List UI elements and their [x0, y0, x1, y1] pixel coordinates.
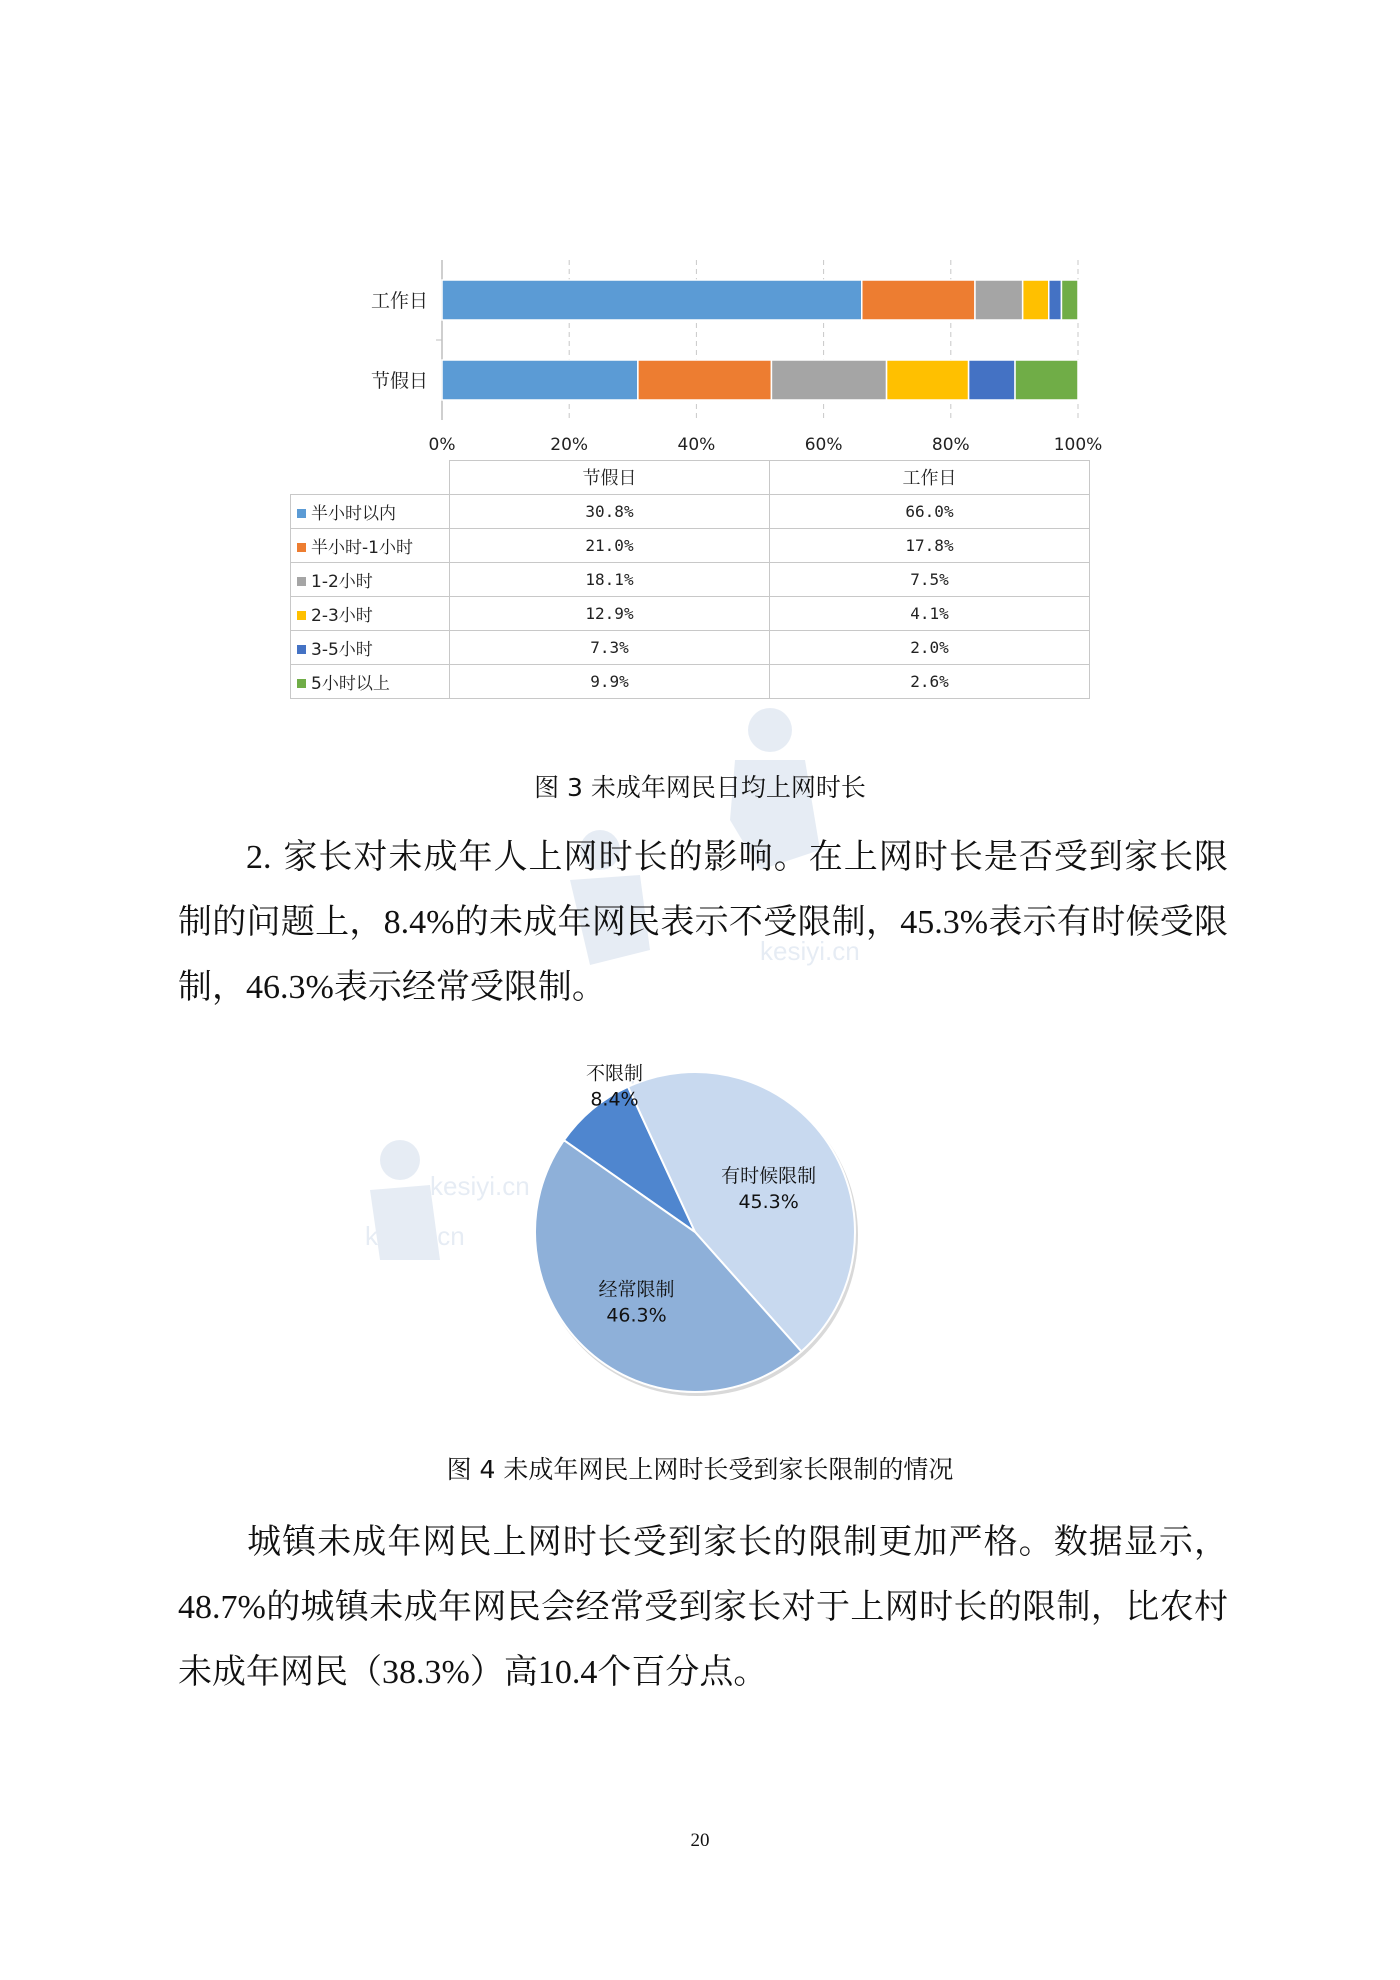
legend-label: 1-2小时	[311, 571, 373, 592]
table-cell-workday: 2.0%	[770, 630, 1090, 664]
table-legend-cell	[291, 664, 450, 698]
legend-swatch-icon	[297, 611, 306, 620]
bar-chart-tick-labels	[429, 435, 1103, 455]
paragraph1-pct-3: 46.3%	[246, 969, 334, 1006]
legend-swatch-icon	[297, 543, 306, 552]
pie-slice-label: 有时候限制	[721, 1164, 817, 1187]
bar-chart-tick-label: 0%	[428, 435, 456, 455]
paragraph2-pct-2: 38.3%	[382, 1654, 470, 1691]
bar-segment	[887, 360, 969, 400]
pie-slice-value: 8.4%	[590, 1088, 639, 1111]
bar-segment	[1023, 280, 1049, 320]
paragraph2-pct-1: 48.7%	[178, 1589, 266, 1626]
watermark-text-4: kesiyi.cn	[365, 1221, 465, 1251]
table-row	[291, 562, 1090, 596]
table-header-workday: 工作日	[770, 461, 1090, 495]
paragraph2-text-a: 城镇未成年网民上网时长受到家长的限制更加严格。数据显示，	[246, 1522, 1228, 1562]
pie-chart-marks	[535, 1072, 858, 1396]
paragraph2-text-d: 个百分点。	[597, 1652, 768, 1692]
paragraph1-text-c: 表示有时候受限制，	[178, 902, 1229, 1007]
bar-segment	[771, 360, 886, 400]
figure3-bar-chart	[280, 250, 1140, 465]
table-cell-holiday: 9.9%	[450, 664, 770, 698]
paragraph1-text-a: 家长对未成年人上网时长的影响。在上网时长是否受到家长限制的问题上，	[178, 837, 1229, 942]
legend-label: 3-5小时	[311, 639, 373, 660]
table-row	[291, 528, 1090, 562]
table-cell-holiday: 30.8%	[450, 494, 770, 528]
table-cell-holiday: 21.0%	[450, 528, 770, 562]
legend-label: 2-3小时	[311, 605, 373, 626]
legend-swatch-icon	[297, 645, 306, 654]
table-cell-holiday: 7.3%	[450, 630, 770, 664]
bar-segment	[442, 360, 638, 400]
table-cell-workday: 7.5%	[770, 562, 1090, 596]
bar-chart-category-label: 节假日	[370, 370, 428, 392]
paragraph1-text-b: 的未成年网民表示不受限制，	[454, 902, 901, 942]
table-legend-cell	[291, 596, 450, 630]
bar-chart-tick-label: 20%	[550, 435, 589, 455]
bar-chart-category-label: 工作日	[370, 290, 428, 312]
bar-segment	[638, 360, 772, 400]
bar-chart-category-labels	[371, 290, 428, 392]
bar-segment	[1061, 280, 1078, 320]
table-legend-cell	[291, 528, 450, 562]
page-number: 20	[690, 1830, 710, 1851]
figure3-data-table	[290, 460, 1090, 699]
table-row	[291, 630, 1090, 664]
bar-chart-marks	[442, 280, 1078, 400]
legend-swatch-icon	[297, 509, 306, 518]
paragraph1-text-d: 表示经常受限制。	[333, 967, 606, 1007]
bar-chart-tick-label: 40%	[677, 435, 716, 455]
table-row	[291, 664, 1090, 698]
pie-slice-label: 经常限制	[598, 1278, 675, 1301]
pie-slice-label: 不限制	[585, 1062, 643, 1085]
table-cell-workday: 66.0%	[770, 494, 1090, 528]
bar-segment	[1049, 280, 1062, 320]
watermark-text-1: kesiyi.cn	[760, 936, 860, 966]
table-cell-workday: 17.8%	[770, 528, 1090, 562]
table-legend-cell	[291, 494, 450, 528]
table-cell-holiday: 12.9%	[450, 596, 770, 630]
table-cell-holiday: 18.1%	[450, 562, 770, 596]
table-row	[291, 494, 1090, 528]
bar-chart-tick-label: 100%	[1053, 435, 1103, 455]
table-legend-cell	[291, 630, 450, 664]
table-cell-workday: 4.1%	[770, 596, 1090, 630]
table-legend-cell	[291, 562, 450, 596]
table-row	[291, 596, 1090, 630]
figure4-pie-chart	[490, 1060, 910, 1400]
section-number: 2.	[246, 839, 272, 876]
paragraph2-text-b: 的城镇未成年网民会经常受到家长对于上网时长的限制，比农村未成年网民（	[178, 1587, 1228, 1692]
table-cell-workday: 2.6%	[770, 664, 1090, 698]
paragraph1-pct-2: 45.3%	[900, 904, 989, 941]
bar-segment	[975, 280, 1023, 320]
bar-chart-tick-label: 60%	[804, 435, 843, 455]
paragraph1-pct-1: 8.4%	[383, 904, 455, 941]
pie-slice-value: 45.3%	[738, 1190, 799, 1213]
paragraph2-num: 10.4	[537, 1654, 598, 1691]
legend-label: 5小时以上	[311, 673, 390, 694]
legend-label: 半小时-1小时	[311, 537, 413, 558]
table-corner	[291, 461, 450, 495]
paragraph-urban-rural	[178, 1510, 1228, 1705]
bar-segment	[442, 280, 862, 320]
figure3-caption: 图 3 未成年网民日均上网时长	[534, 773, 866, 802]
bar-segment	[862, 280, 975, 320]
bar-segment	[1015, 360, 1078, 400]
legend-swatch-icon	[297, 577, 306, 586]
legend-label: 半小时以内	[311, 503, 396, 524]
figure4-caption: 图 4 未成年网民上网时长受到家长限制的情况	[446, 1455, 954, 1484]
bar-segment	[969, 360, 1015, 400]
pie-slice-value: 46.3%	[606, 1304, 667, 1327]
bar-chart-tick-label: 80%	[931, 435, 970, 455]
paragraph2-text-c: ）高	[469, 1652, 538, 1692]
legend-swatch-icon	[297, 679, 306, 688]
watermark-text-3: kesiyi.cn	[430, 1171, 530, 1201]
paragraph-parent-influence	[178, 825, 1228, 1020]
table-header-holiday: 节假日	[450, 461, 770, 495]
